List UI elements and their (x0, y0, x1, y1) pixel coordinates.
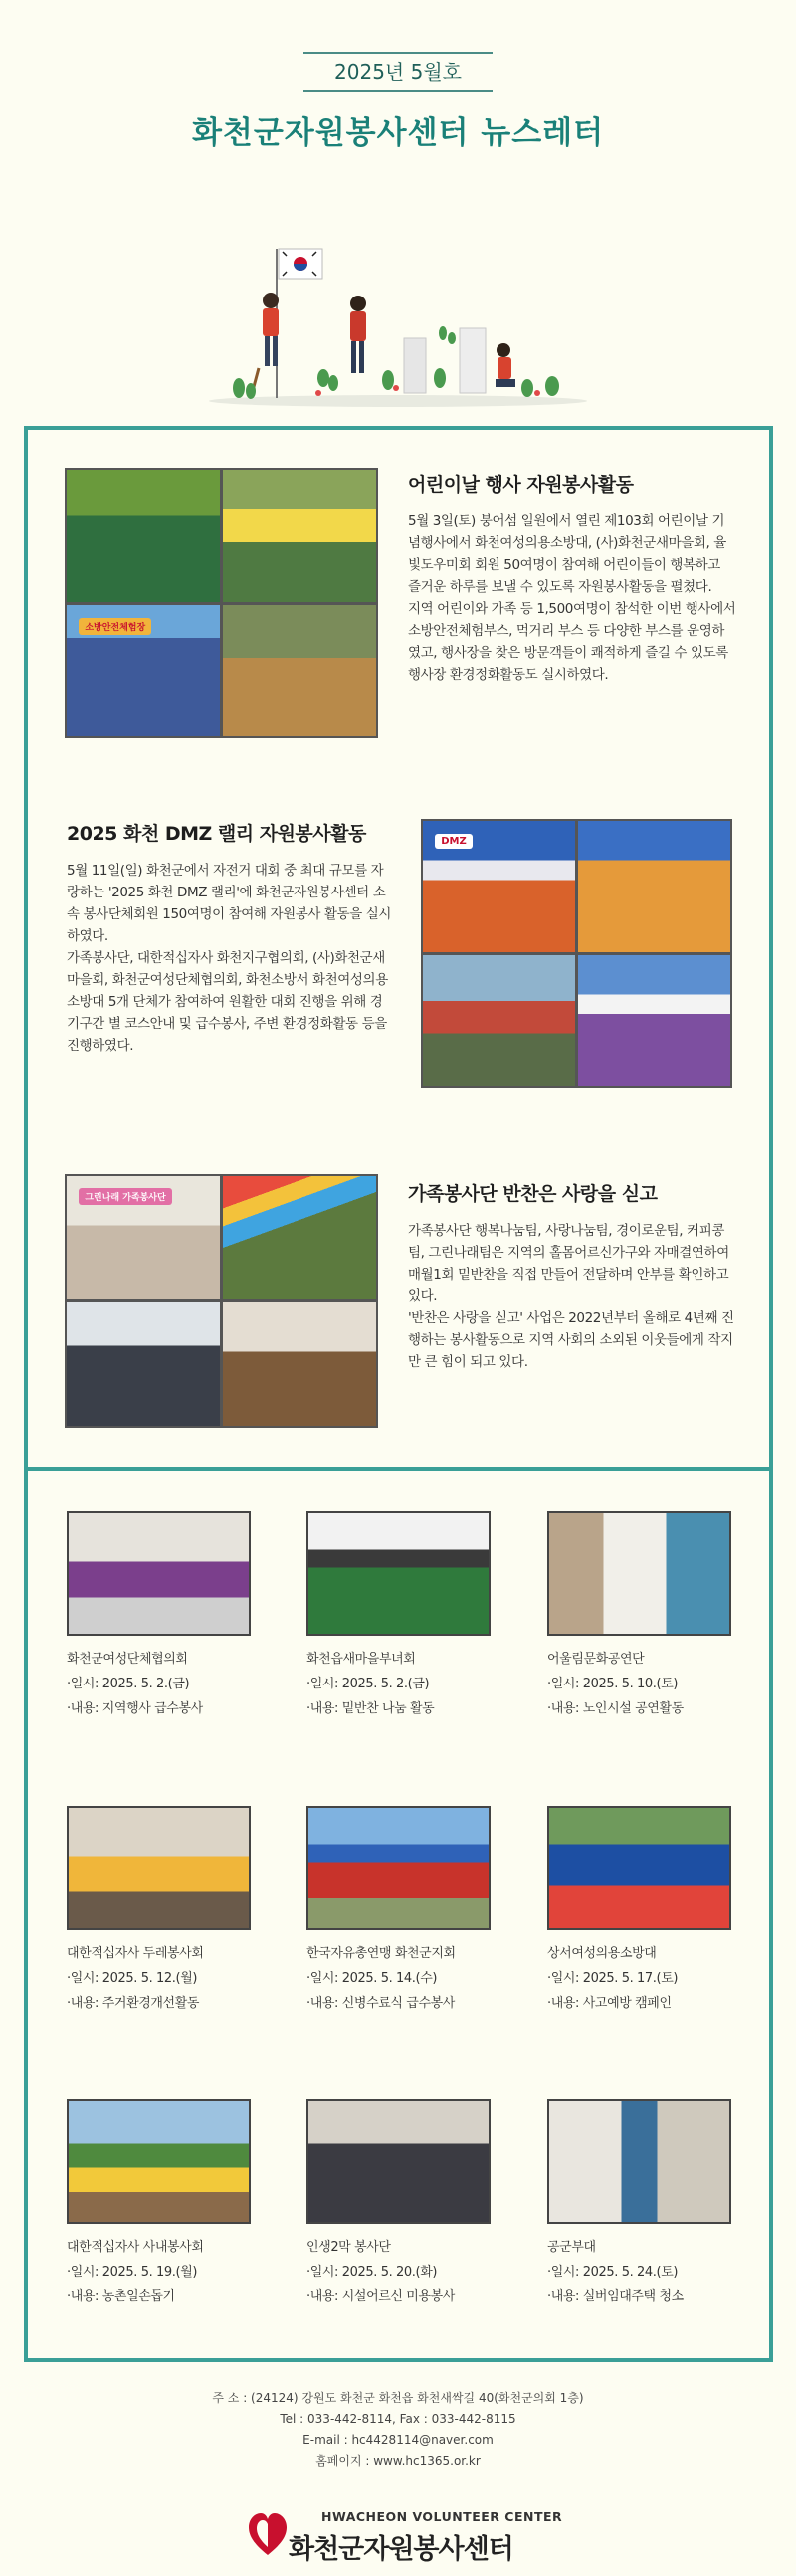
activity-content: ·내용: 밑반찬 나눔 활동 (306, 1701, 435, 1716)
activity-card (547, 1511, 761, 1716)
activity-date: ·일시: 2025. 5. 24.(토) (547, 2265, 679, 2279)
activity-content: ·내용: 사고예방 캠페인 (547, 1996, 672, 2011)
activity-card (306, 1511, 520, 1716)
activity-name: 어울림문화공연단 (547, 1652, 645, 1667)
article-1-text (408, 470, 736, 686)
activity-photo (67, 1511, 251, 1636)
photo-group-fire-safety (67, 605, 220, 737)
activity-date: ·일시: 2025. 5. 10.(토) (547, 1677, 679, 1691)
activity-name: 인생2막 봉사단 (306, 2240, 391, 2255)
activity-photo (306, 1806, 491, 1930)
photo-children-activity (223, 605, 376, 737)
activity-photo (67, 1806, 251, 1930)
issue-label: 2025년 5월호 (334, 60, 462, 84)
article-1-para-1: 5월 3일(토) 붕어섬 일원에서 열린 제103회 어린이날 기념행사에서 화천여성의용소방대, (사)화천군새마을회, 율빛도우미회 회원 50여명이 참여해 어린이들이 행복하고 즐거운 하루를 보낼 수 있도록 자원봉사활동을 펼쳤다. (408, 513, 726, 595)
article-2-para-2: 가족봉사단, 대한적십자사 화천지구협의회, (사)화천군새마을회, 화천군여성단체협의회, 화천소방서 화천여성의용소방대 5개 단체가 참여하여 원활한 대회 진행을 위해 경기구간 별 코스안내 및 급수봉사, 주변 환경정화활동 등을 진행하였다. (67, 950, 388, 1054)
activity-date: ·일시: 2025. 5. 17.(토) (547, 1971, 679, 1986)
activity-card (547, 2099, 761, 2304)
article-1-title: 어린이날 행사 자원봉사활동 (408, 474, 634, 495)
activity-date: ·일시: 2025. 5. 19.(월) (67, 2265, 198, 2279)
activity-name: 대한적십자사 사내봉사회 (67, 2240, 204, 2255)
photo-family-group (67, 1176, 220, 1299)
footer-email[interactable]: E-mail : hc4428114@naver.com (302, 2433, 494, 2447)
activity-date: ·일시: 2025. 5. 2.(금) (67, 1677, 190, 1691)
activity-name: 화천읍새마을부녀회 (306, 1652, 416, 1667)
article-2-title: 2025 화천 DMZ 랠리 자원봉사활동 (67, 823, 366, 845)
activity-content: ·내용: 농촌일손돕기 (67, 2289, 175, 2304)
activity-content: ·내용: 시설어르신 미용봉사 (306, 2289, 455, 2304)
footer-phone: Tel : 033-442-8114, Fax : 033-442-8115 (280, 2412, 516, 2426)
issue-box (303, 52, 493, 92)
activity-card (67, 2099, 281, 2304)
activity-card (306, 2099, 520, 2304)
photo-umbrella-visit (223, 1176, 376, 1299)
activity-name: 한국자유총연맹 화천군지회 (306, 1946, 456, 1961)
article-3-photos (65, 1174, 378, 1428)
activity-date: ·일시: 2025. 5. 12.(월) (67, 1971, 198, 1986)
activity-date: ·일시: 2025. 5. 2.(금) (306, 1677, 430, 1691)
footer-address: 주 소 : (24124) 강원도 화천군 화천읍 화천새싹길 40(화천군의회 1층) (212, 2391, 584, 2405)
newsletter-header (0, 0, 796, 413)
footer (0, 2388, 796, 2472)
photo-family-members (67, 1302, 220, 1426)
article-3-para-2: '반찬은 사랑을 싣고' 사업은 2022년부터 올해로 4년째 진행하는 봉사활동으로 지역 사회의 소외된 이웃들에게 작지만 큰 힘이 되고 있다. (408, 1310, 734, 1370)
article-1-photos (65, 468, 378, 738)
dmz-banner: DMZ (435, 834, 473, 849)
family-banner: 그린나래 가족봉사단 (79, 1188, 171, 1205)
activity-photo (547, 1511, 731, 1636)
activity-content: ·내용: 노인시설 공연활동 (547, 1701, 684, 1716)
article-3-text (408, 1179, 736, 1373)
activity-name: 대한적십자사 두레봉사회 (67, 1946, 204, 1961)
photo-booth-tent (67, 470, 220, 602)
activity-photo (547, 2099, 731, 2224)
article-1-para-2: 지역 어린이와 가족 등 1,500여명이 참석한 이번 행사에서 소방안전체험부스, 먹거리 부스 등 다양한 부스를 운영하였고, 행사장을 찾은 방문객들이 쾌적하게 즐길 수 있도록 행사장 환경정화활동도 실시하였다. (408, 601, 736, 683)
activity-card (306, 1806, 520, 2011)
newsletter-title: 화천군자원봉사센터 뉴스레터 (191, 115, 605, 151)
activity-photo (67, 2099, 251, 2224)
activity-content: ·내용: 주거환경개선활동 (67, 1996, 200, 2011)
activity-card (67, 1511, 281, 1716)
activity-card (67, 1806, 281, 2011)
photo-cooking (223, 1302, 376, 1426)
photo-volunteers-tent (223, 470, 376, 602)
activity-content: ·내용: 지역행사 급수봉사 (67, 1701, 203, 1716)
activity-content: ·내용: 실버임대주택 청소 (547, 2289, 684, 2304)
activity-card (547, 1806, 761, 2011)
fire-safety-banner: 소방안전체험장 (79, 618, 151, 635)
activity-photo (306, 2099, 491, 2224)
article-3-para-1: 가족봉사단 행복나눔팀, 사랑나눔팀, 경이로운팀, 커피콩팀, 그린나래팀은 지역의 홀몸어르신가구와 자매결연하여 매월1회 밑반찬을 직접 만들어 전달하며 안부를 확인하고 있다. (408, 1223, 729, 1304)
heart-logo-icon (249, 2513, 287, 2559)
activity-photo (306, 1511, 491, 1636)
activity-photo (547, 1806, 731, 1930)
article-2-para-1: 5월 11일(일) 화천군에서 자전거 대회 중 최대 규모를 자랑하는 '2025 화천 DMZ 랠리'에 화천군자원봉사센터 소속 봉사단체회원 150여명이 참여해 자원봉사 활동을 실시하였다. (67, 863, 392, 944)
center-logo (249, 2507, 567, 2567)
photo-dmz-group (578, 955, 730, 1087)
article-3-title: 가족봉사단 반찬은 사랑을 싣고 (408, 1183, 658, 1205)
article-2-text (67, 819, 395, 1057)
activity-date: ·일시: 2025. 5. 14.(수) (306, 1971, 438, 1986)
photo-dmz-booth (423, 821, 575, 952)
logo-korean: 화천군자원봉사센터 (289, 2534, 513, 2565)
footer-homepage[interactable]: 홈페이지 : www.hc1365.or.kr (315, 2454, 481, 2468)
photo-dmz-cyclists (423, 955, 575, 1087)
activity-name: 공군부대 (547, 2240, 596, 2255)
activity-date: ·일시: 2025. 5. 20.(화) (306, 2265, 438, 2279)
activity-name: 화천군여성단체협의회 (67, 1652, 188, 1667)
volunteer-illustration (199, 239, 597, 408)
activity-content: ·내용: 신병수료식 급수봉사 (306, 1996, 455, 2011)
logo-english: HWACHEON VOLUNTEER CENTER (321, 2509, 563, 2524)
photo-dmz-volunteer (578, 821, 730, 952)
article-2-photos (421, 819, 732, 1088)
activity-name: 상서여성의용소방대 (547, 1946, 657, 1961)
